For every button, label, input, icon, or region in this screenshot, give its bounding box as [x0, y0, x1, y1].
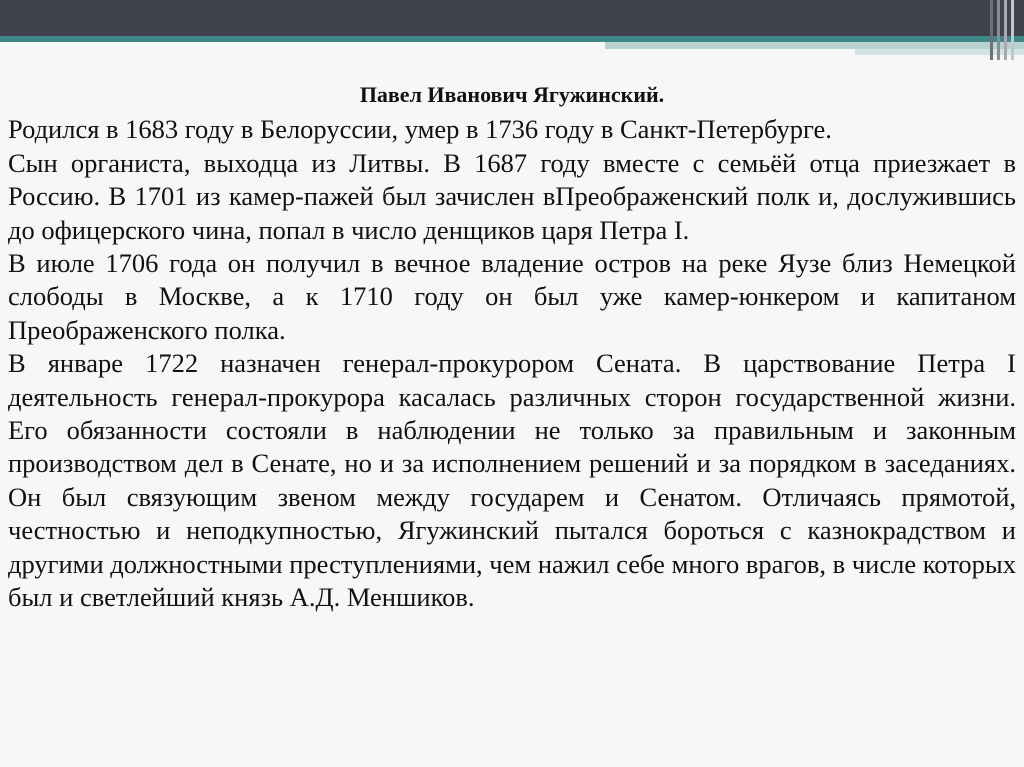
corner-stripe	[997, 0, 1000, 60]
corner-stripe	[1011, 0, 1014, 60]
header-dark-bar	[0, 0, 1024, 36]
biography-birth-line: Родился в 1683 году в Белоруссии, умер в 1736 году в Санкт-Петербурге.	[8, 114, 832, 145]
corner-stripe	[1004, 0, 1007, 60]
slide-body	[8, 78, 1016, 615]
biography-paragraph-3: В январе 1722 назначен генерал-прокурором Сената. В царствование Петра I деятельность генерал-прокурора касалась различных сторон государственной жизни. Его обязанности состояли в наблюдении не только за правильным и законным производством дел в Сенате, но и за исполнением решений и за порядком в заседаниях. Он был связующим звеном между государем и Сенатом. Отличаясь прямотой, честностью и неподкупностью, Ягужинский пытался бороться с казнокрадством и другими должностными преступлениями, чем нажил себе много врагов, в числе которых был и светлейший князь А.Д. Меншиков.	[8, 348, 1016, 613]
biography-paragraph-1: Сын органиста, выходца из Литвы. В 1687 году вместе с семьёй отца приезжает в Россию. В 1701 из камер-пажей был зачислен вПреображенский полк и, дослужившись до офицерского чина, попал в число денщиков царя Петра I.	[8, 147, 1016, 245]
biography-paragraph-2: В июле 1706 года он получил в вечное владение остров на реке Яузе близ Немецкой слободы в Москве, а к 1710 году он был уже камер-юнкером и капитаном Преображенского полка.	[8, 248, 1016, 345]
header-accent-bar	[605, 42, 1024, 49]
slide-title: Павел Иванович Ягужинский.	[359, 82, 665, 107]
corner-stripe	[990, 0, 993, 60]
